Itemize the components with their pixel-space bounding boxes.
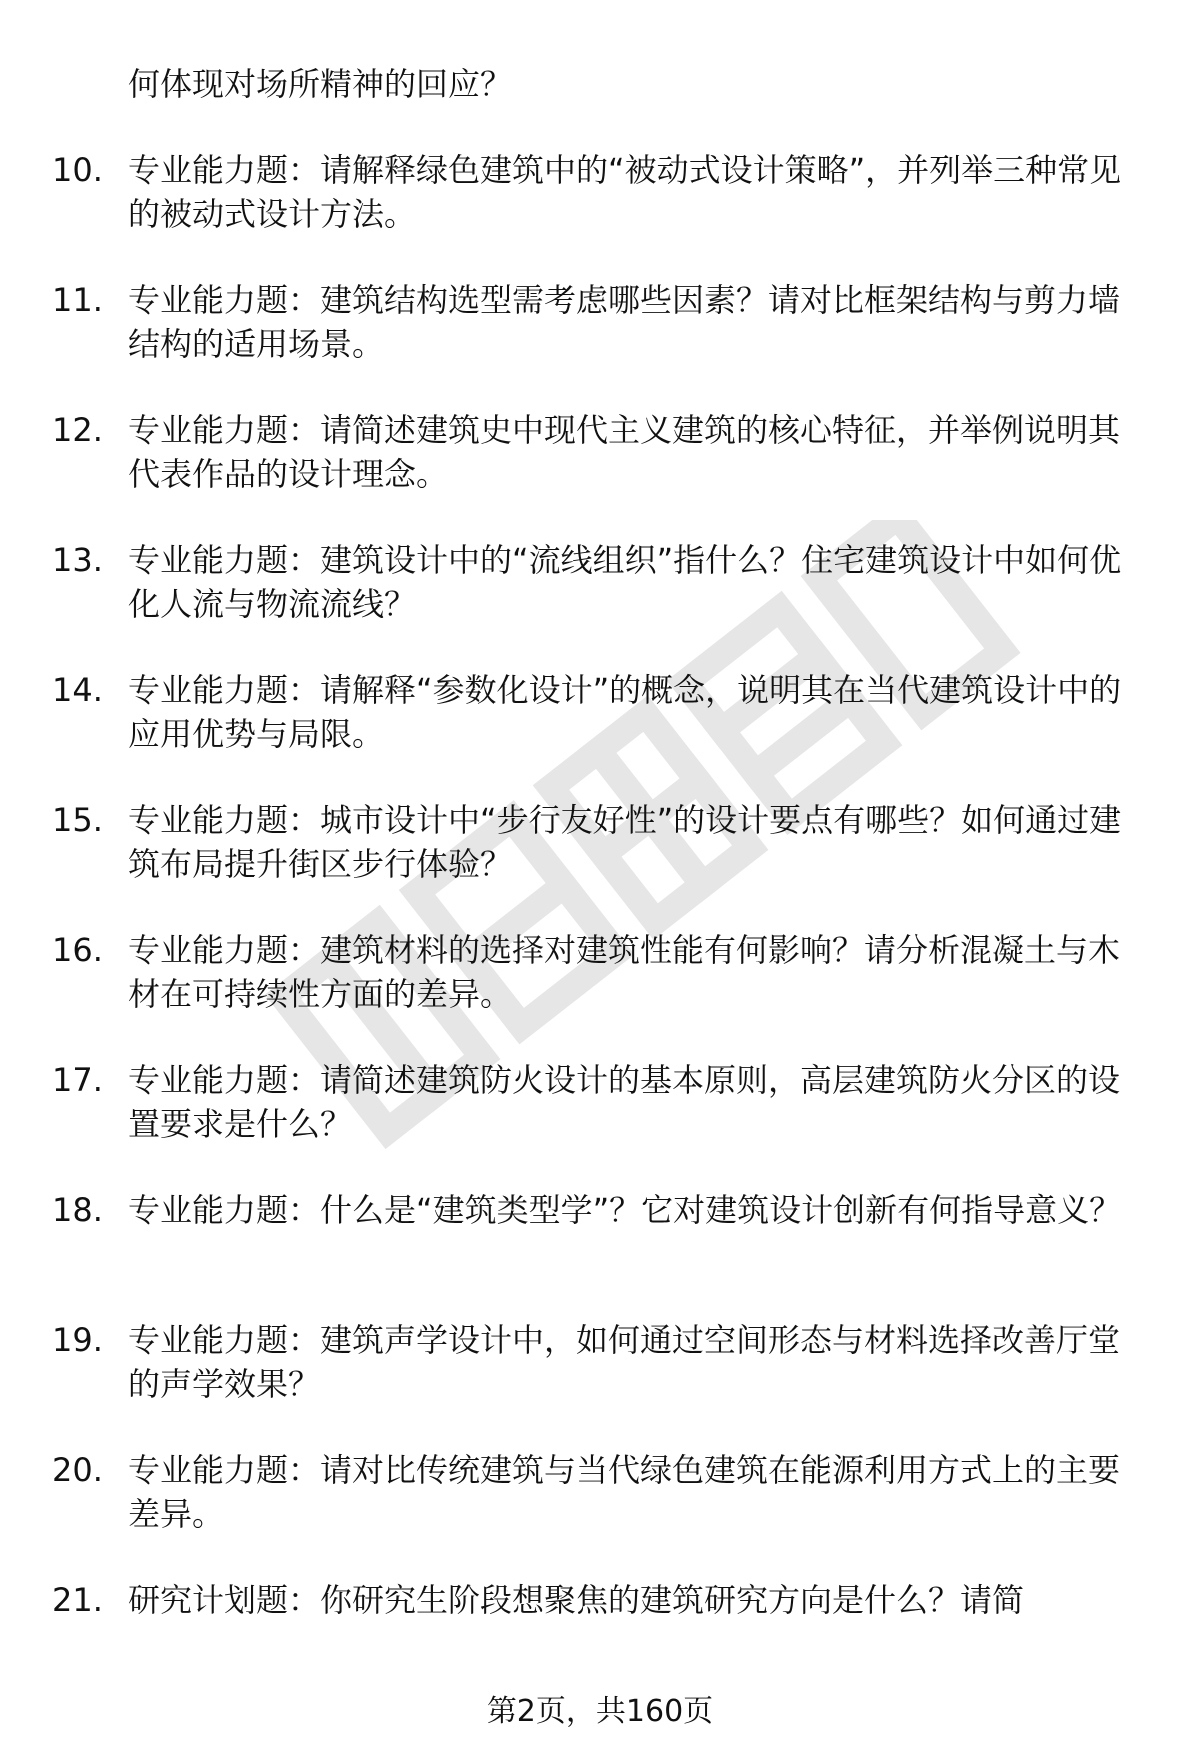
question-text: 专业能力题：建筑材料的选择对建筑性能有何影响？请分析混凝土与木材在可持续性方面的差异。 [128, 931, 1121, 1013]
question-text: 专业能力题：请简述建筑防火设计的基本原则，高层建筑防火分区的设置要求是什么？ [128, 1061, 1121, 1143]
question-text: 专业能力题：请对比传统建筑与当代绿色建筑在能源利用方式上的主要差异。 [128, 1451, 1121, 1533]
question-item [0, 1050, 1200, 1180]
question-list [0, 140, 1200, 1700]
question-number: 20. [52, 1451, 103, 1489]
question-number: 14. [52, 671, 103, 709]
question-text: 专业能力题：请解释“参数化设计”的概念，说明其在当代建筑设计中的应用优势与局限。 [128, 671, 1122, 753]
question-item [0, 1310, 1200, 1440]
question-text: 专业能力题：建筑设计中的“流线组织”指什么？住宅建筑设计中如何优化人流与物流流线？ [128, 541, 1122, 623]
question-number: 12. [52, 411, 103, 449]
question-number: 17. [52, 1061, 103, 1099]
question-item [0, 530, 1200, 660]
question-9-continuation: 何体现对场所精神的回应？ [128, 65, 513, 103]
question-number: 19. [52, 1321, 103, 1359]
question-number: 10. [52, 151, 103, 189]
question-item [0, 1570, 1200, 1700]
page-footer: 第2页，共160页 [486, 1694, 714, 1729]
question-text: 专业能力题：建筑结构选型需考虑哪些因素？请对比框架结构与剪力墙结构的适用场景。 [128, 281, 1121, 363]
question-text: 专业能力题：建筑声学设计中，如何通过空间形态与材料选择改善厅堂的声学效果？ [128, 1321, 1121, 1403]
question-number: 13. [52, 541, 103, 579]
question-item [0, 920, 1200, 1050]
question-item [0, 1440, 1200, 1570]
question-text: 专业能力题：城市设计中“步行友好性”的设计要点有哪些？如何通过建筑布局提升街区步行体验？ [128, 801, 1122, 883]
question-number: 11. [52, 281, 103, 319]
question-text: 研究计划题：你研究生阶段想聚焦的建筑研究方向是什么？请简 [128, 1581, 1025, 1619]
question-text: 专业能力题：请解释绿色建筑中的“被动式设计策略”，并列举三种常见的被动式设计方法。 [128, 151, 1122, 233]
question-item [0, 660, 1200, 790]
question-number: 18. [52, 1191, 103, 1229]
question-number: 15. [52, 801, 103, 839]
question-item [0, 270, 1200, 400]
question-text: 专业能力题：请简述建筑史中现代主义建筑的核心特征，并举例说明其代表作品的设计理念。 [128, 411, 1121, 493]
question-item [0, 1180, 1200, 1310]
question-item [0, 140, 1200, 270]
question-item [0, 790, 1200, 920]
question-number: 16. [52, 931, 103, 969]
question-item [0, 400, 1200, 530]
question-text: 专业能力题：什么是“建筑类型学”？它对建筑设计创新有何指导意义？ [128, 1191, 1122, 1229]
question-number: 21. [52, 1581, 103, 1619]
